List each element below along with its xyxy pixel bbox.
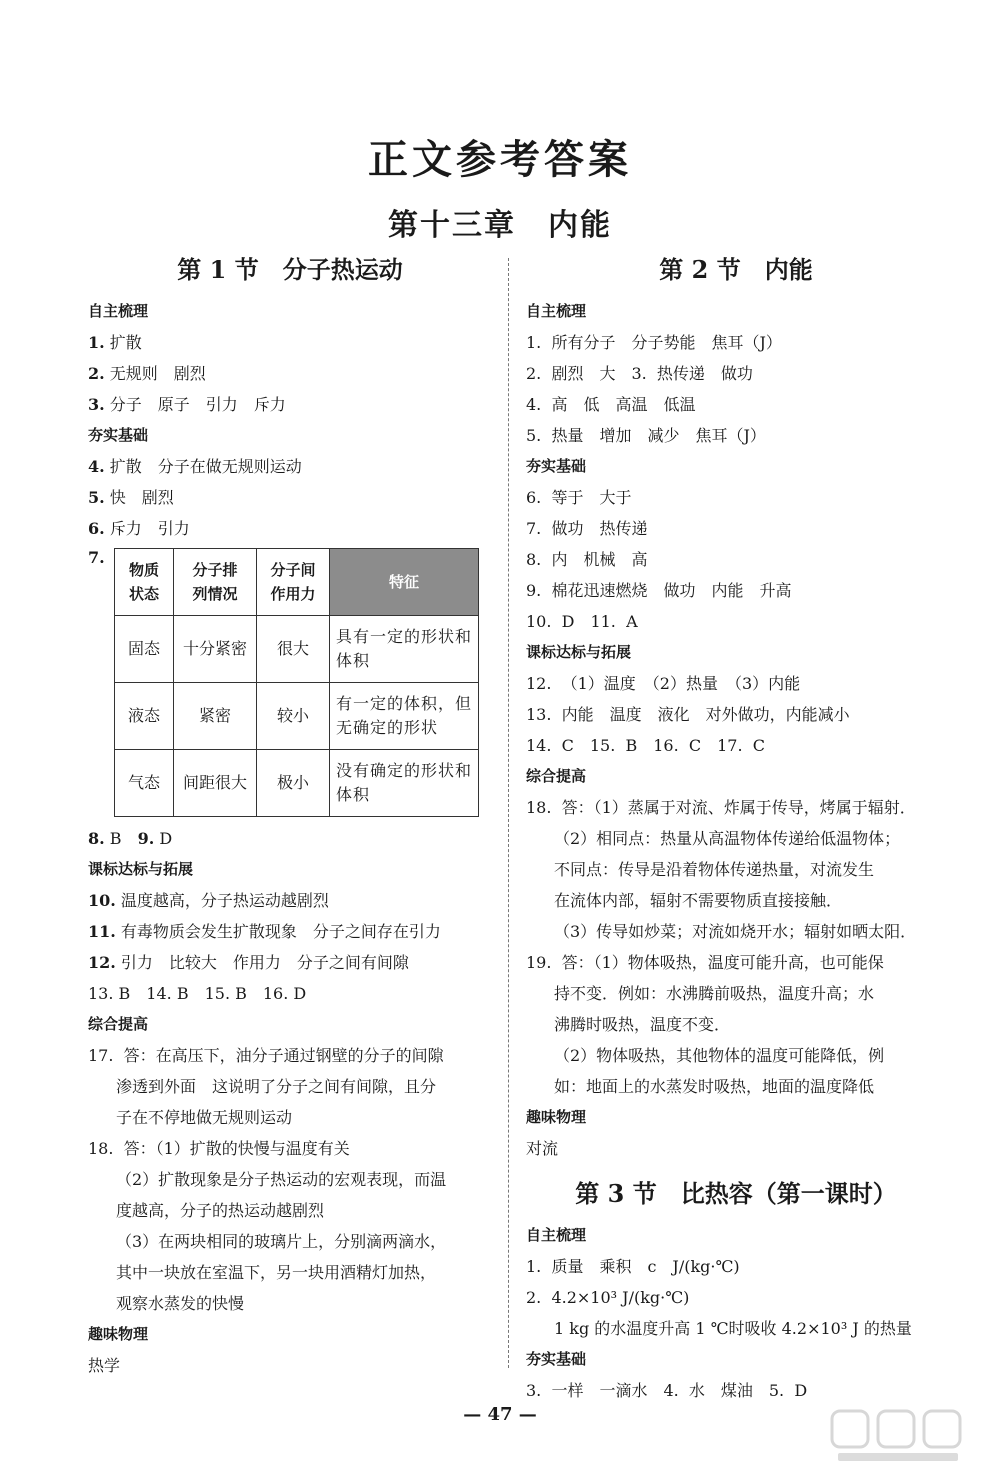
table-cell: 十分紧密	[174, 616, 257, 683]
category-heading: 趣味物理	[88, 1325, 149, 1343]
table-cell: 没有确定的形状和体积	[330, 750, 479, 817]
answer-line: 6. 斥力 引力	[88, 519, 190, 538]
answer-line: 1 kg 的水温度升高 1 ℃时吸收 4.2×10³ J 的热量	[554, 1319, 912, 1338]
answer-line: 12. （1）温度 （2）热量 （3）内能	[526, 674, 801, 693]
table-cell: 紧密	[174, 683, 257, 750]
left-column	[88, 250, 492, 1381]
answer-line: 9. 棉花迅速燃烧 做功 内能 升高	[526, 581, 792, 600]
table-cell: 固态	[115, 616, 174, 683]
question-7	[88, 548, 492, 817]
answer-line: 13. B 14. B 15. B 16. D	[88, 984, 307, 1003]
table-cell: 极小	[257, 750, 330, 817]
watermark-logo-icon	[828, 1405, 968, 1465]
category-heading: 自主梳理	[526, 1226, 587, 1244]
answer-line: 对流	[526, 1139, 559, 1158]
answer-line: 14. C 15. B 16. C 17. C	[526, 736, 765, 755]
table-row	[115, 750, 479, 817]
category-heading: 课标达标与拓展	[526, 643, 632, 661]
answer-line: 4. 扩散 分子在做无规则运动	[88, 457, 302, 476]
answer-line: 在流体内部，辐射不需要物质直接接触．	[554, 891, 843, 910]
answer-line: 渗透到外面 这说明了分子之间有间隙，且分	[116, 1077, 437, 1096]
table-cell: 有一定的体积，但无确定的形状	[330, 683, 479, 750]
answer-line: 3. 一样 一滴水 4. 水 煤油 5. D	[526, 1381, 808, 1400]
answer-line: 18. 答：（1）蒸属于对流、炸属于传导，烤属于辐射．	[526, 798, 916, 817]
question-number: 7.	[88, 548, 105, 567]
table-cell: 液态	[115, 683, 174, 750]
answer-line: （2）扩散现象是分子热运动的宏观表现，而温	[116, 1170, 447, 1189]
right-column	[526, 250, 946, 1406]
table-header: 物质 状态	[115, 549, 174, 616]
answer-line: 3. 分子 原子 引力 斥力	[88, 395, 286, 414]
category-heading: 夯实基础	[88, 426, 149, 444]
category-heading: 自主梳理	[526, 302, 587, 320]
table-cell: 具有一定的形状和体积	[330, 616, 479, 683]
answer-line: 17. 答：在高压下，油分子通过钢壁的分子的间隙	[88, 1046, 444, 1065]
section-3-title: 第 3 节 比热容（第一课时）	[575, 1179, 897, 1208]
answer-line: 沸腾时吸热，温度不变．	[554, 1015, 731, 1034]
table-header: 特征	[330, 549, 479, 616]
table-cell: 较小	[257, 683, 330, 750]
page-number: — 47 —	[463, 1404, 537, 1425]
answer-line: 18. 答：（1）扩散的快慢与温度有关	[88, 1139, 350, 1158]
category-heading: 课标达标与拓展	[88, 860, 194, 878]
category-heading: 综合提高	[526, 767, 587, 785]
category-heading: 夯实基础	[526, 1350, 587, 1368]
table-row	[115, 683, 479, 750]
chapter-title: 第十三章 内能	[388, 208, 612, 243]
table-header: 分子间 作用力	[257, 549, 330, 616]
answer-line: 持不变．例如：水沸腾前吸热，温度升高；水	[554, 984, 875, 1003]
table-cell: 气态	[115, 750, 174, 817]
table-cell: 间距很大	[174, 750, 257, 817]
answer-line: 1. 质量 乘积 c J/(kg·℃)	[526, 1257, 740, 1276]
answer-line: 5. 快 剧烈	[88, 488, 174, 507]
answer-line: 不同点：传导是沿着物体传递热量，对流发生	[554, 860, 875, 879]
section-2-title: 第 2 节 内能	[659, 255, 813, 284]
category-heading: 自主梳理	[88, 302, 149, 320]
answer-line: 2. 剧烈 大 3. 热传递 做功	[526, 364, 753, 383]
answer-line: 8. 内 机械 高	[526, 550, 648, 569]
answer-line: 1. 扩散	[88, 333, 142, 352]
column-divider	[508, 258, 509, 1368]
answer-line: 5. 热量 增加 减少 焦耳（J）	[526, 426, 766, 445]
answer-line: 度越高，分子的热运动越剧烈	[116, 1201, 325, 1220]
table-cell: 很大	[257, 616, 330, 683]
answer-line: 2. 4.2×10³ J/(kg·℃)	[526, 1288, 690, 1307]
answer-line: 热学	[88, 1356, 121, 1375]
answer-line: 2. 无规则 剧烈	[88, 364, 206, 383]
answer-line: 19. 答：（1）物体吸热，温度可能升高，也可能保	[526, 953, 884, 972]
answer-line: 观察水蒸发的快慢	[116, 1294, 245, 1313]
answer-line: 10. D 11. A	[526, 612, 638, 631]
category-heading: 趣味物理	[526, 1108, 587, 1126]
answer-line: （2）物体吸热，其他物体的温度可能降低，例	[554, 1046, 885, 1065]
answer-line: 11. 有毒物质会发生扩散现象 分子之间存在引力	[88, 922, 441, 941]
answer-line: 4. 高 低 高温 低温	[526, 395, 696, 414]
category-heading: 夯实基础	[526, 457, 587, 475]
answer-line: 1. 所有分子 分子势能 焦耳（J）	[526, 333, 782, 352]
section-1-title: 第 1 节 分子热运动	[177, 255, 403, 284]
answer-line: 13. 内能 温度 液化 对外做功，内能减小	[526, 705, 850, 724]
table-row	[115, 616, 479, 683]
answer-line: （3）传导如炒菜；对流如烧开水；辐射如晒太阳．	[554, 922, 917, 941]
answer-line: 12. 引力 比较大 作用力 分子之间有间隙	[88, 953, 409, 972]
answer-line: 6. 等于 大于	[526, 488, 632, 507]
category-heading: 综合提高	[88, 1015, 149, 1033]
answer-line: 如：地面上的水蒸发时吸热，地面的温度降低	[554, 1077, 875, 1096]
states-of-matter-table	[114, 548, 479, 817]
answer-line: 8. B 9. D	[88, 829, 173, 848]
answer-line: （3）在两块相同的玻璃片上，分别滴两滴水，	[116, 1232, 447, 1251]
table-header: 分子排 列情况	[174, 549, 257, 616]
answer-line: 子在不停地做无规则运动	[116, 1108, 293, 1127]
page-title: 正文参考答案	[368, 136, 632, 183]
answer-line: 其中一块放在室温下，另一块用酒精灯加热，	[116, 1263, 437, 1282]
answer-line: 7. 做功 热传递	[526, 519, 648, 538]
answer-line: 10. 温度越高，分子热运动越剧烈	[88, 891, 329, 910]
answer-line: （2）相同点：热量从高温物体传递给低温物体；	[554, 829, 901, 848]
